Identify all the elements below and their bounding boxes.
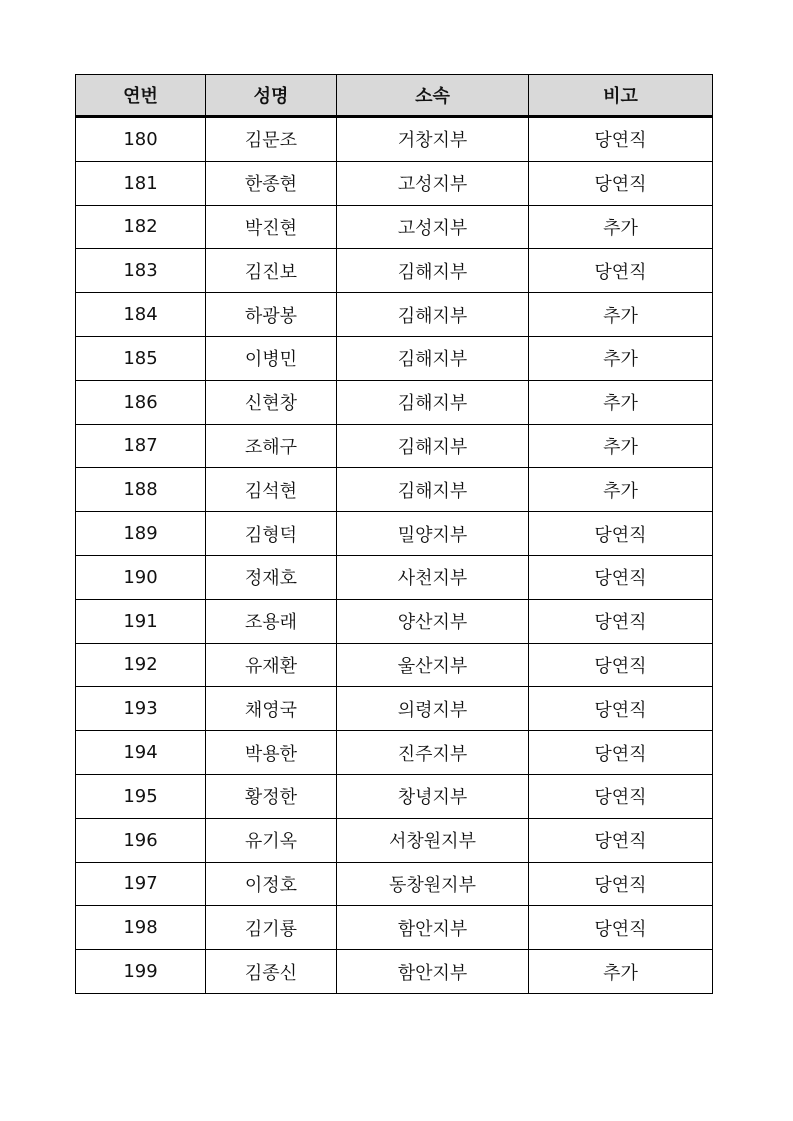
cell-serial-number: 195 [76, 774, 206, 818]
cell-name: 박용한 [206, 731, 337, 775]
cell-serial-number: 198 [76, 906, 206, 950]
header-affiliation: 소속 [337, 75, 529, 117]
header-name: 성명 [206, 75, 337, 117]
cell-remarks: 당연직 [529, 731, 713, 775]
table-row [76, 818, 713, 862]
cell-name: 채영국 [206, 687, 337, 731]
cell-affiliation: 서창원지부 [337, 818, 529, 862]
table-row [76, 117, 713, 162]
cell-affiliation: 김해지부 [337, 249, 529, 293]
table-row [76, 774, 713, 818]
cell-name: 황정한 [206, 774, 337, 818]
table-row [76, 687, 713, 731]
cell-remarks: 당연직 [529, 117, 713, 162]
cell-affiliation: 고성지부 [337, 205, 529, 249]
cell-remarks: 추가 [529, 468, 713, 512]
cell-remarks: 당연직 [529, 774, 713, 818]
cell-name: 조용래 [206, 599, 337, 643]
cell-affiliation: 동창원지부 [337, 862, 529, 906]
cell-serial-number: 189 [76, 512, 206, 556]
cell-name: 하광봉 [206, 293, 337, 337]
cell-remarks: 추가 [529, 293, 713, 337]
cell-remarks: 추가 [529, 950, 713, 994]
cell-name: 김진보 [206, 249, 337, 293]
cell-serial-number: 186 [76, 380, 206, 424]
cell-name: 이정호 [206, 862, 337, 906]
cell-remarks: 추가 [529, 336, 713, 380]
cell-remarks: 당연직 [529, 687, 713, 731]
cell-remarks: 추가 [529, 205, 713, 249]
cell-serial-number: 180 [76, 117, 206, 162]
table-header [76, 75, 713, 117]
cell-affiliation: 의령지부 [337, 687, 529, 731]
cell-serial-number: 188 [76, 468, 206, 512]
cell-remarks: 당연직 [529, 818, 713, 862]
table-row [76, 731, 713, 775]
header-serial-number: 연번 [76, 75, 206, 117]
table-row [76, 862, 713, 906]
table-row [76, 336, 713, 380]
table-row [76, 293, 713, 337]
cell-remarks: 당연직 [529, 555, 713, 599]
table-row [76, 950, 713, 994]
cell-remarks: 당연직 [529, 599, 713, 643]
table-row [76, 468, 713, 512]
cell-affiliation: 양산지부 [337, 599, 529, 643]
cell-remarks: 당연직 [529, 862, 713, 906]
cell-serial-number: 199 [76, 950, 206, 994]
cell-serial-number: 183 [76, 249, 206, 293]
table-row [76, 161, 713, 205]
cell-serial-number: 197 [76, 862, 206, 906]
cell-name: 김문조 [206, 117, 337, 162]
table-row [76, 555, 713, 599]
cell-name: 정재호 [206, 555, 337, 599]
cell-affiliation: 밀양지부 [337, 512, 529, 556]
cell-name: 박진현 [206, 205, 337, 249]
cell-serial-number: 193 [76, 687, 206, 731]
cell-remarks: 당연직 [529, 643, 713, 687]
cell-affiliation: 김해지부 [337, 468, 529, 512]
table-row [76, 643, 713, 687]
cell-serial-number: 185 [76, 336, 206, 380]
cell-affiliation: 김해지부 [337, 336, 529, 380]
cell-serial-number: 194 [76, 731, 206, 775]
cell-name: 조해구 [206, 424, 337, 468]
cell-remarks: 당연직 [529, 512, 713, 556]
document-page [75, 74, 712, 994]
cell-affiliation: 진주지부 [337, 731, 529, 775]
cell-name: 이병민 [206, 336, 337, 380]
cell-name: 김형덕 [206, 512, 337, 556]
cell-serial-number: 187 [76, 424, 206, 468]
cell-affiliation: 김해지부 [337, 424, 529, 468]
cell-remarks: 추가 [529, 380, 713, 424]
table-row [76, 205, 713, 249]
cell-affiliation: 고성지부 [337, 161, 529, 205]
table-row [76, 380, 713, 424]
header-remarks: 비고 [529, 75, 713, 117]
cell-name: 김기룡 [206, 906, 337, 950]
table-row [76, 599, 713, 643]
cell-affiliation: 함안지부 [337, 950, 529, 994]
cell-remarks: 당연직 [529, 906, 713, 950]
table-row [76, 906, 713, 950]
cell-serial-number: 196 [76, 818, 206, 862]
cell-remarks: 당연직 [529, 161, 713, 205]
cell-serial-number: 182 [76, 205, 206, 249]
cell-serial-number: 191 [76, 599, 206, 643]
table-row [76, 249, 713, 293]
cell-name: 유재환 [206, 643, 337, 687]
cell-name: 신현창 [206, 380, 337, 424]
cell-serial-number: 192 [76, 643, 206, 687]
cell-remarks: 추가 [529, 424, 713, 468]
cell-name: 김석현 [206, 468, 337, 512]
cell-affiliation: 창녕지부 [337, 774, 529, 818]
cell-serial-number: 190 [76, 555, 206, 599]
cell-affiliation: 울산지부 [337, 643, 529, 687]
cell-serial-number: 181 [76, 161, 206, 205]
table-row [76, 512, 713, 556]
cell-affiliation: 사천지부 [337, 555, 529, 599]
cell-affiliation: 김해지부 [337, 293, 529, 337]
cell-affiliation: 거창지부 [337, 117, 529, 162]
table-body [76, 117, 713, 994]
cell-remarks: 당연직 [529, 249, 713, 293]
table-row [76, 424, 713, 468]
cell-name: 유기옥 [206, 818, 337, 862]
cell-name: 한종현 [206, 161, 337, 205]
cell-affiliation: 김해지부 [337, 380, 529, 424]
header-row [76, 75, 713, 117]
cell-name: 김종신 [206, 950, 337, 994]
cell-affiliation: 함안지부 [337, 906, 529, 950]
roster-table [75, 74, 713, 994]
cell-serial-number: 184 [76, 293, 206, 337]
